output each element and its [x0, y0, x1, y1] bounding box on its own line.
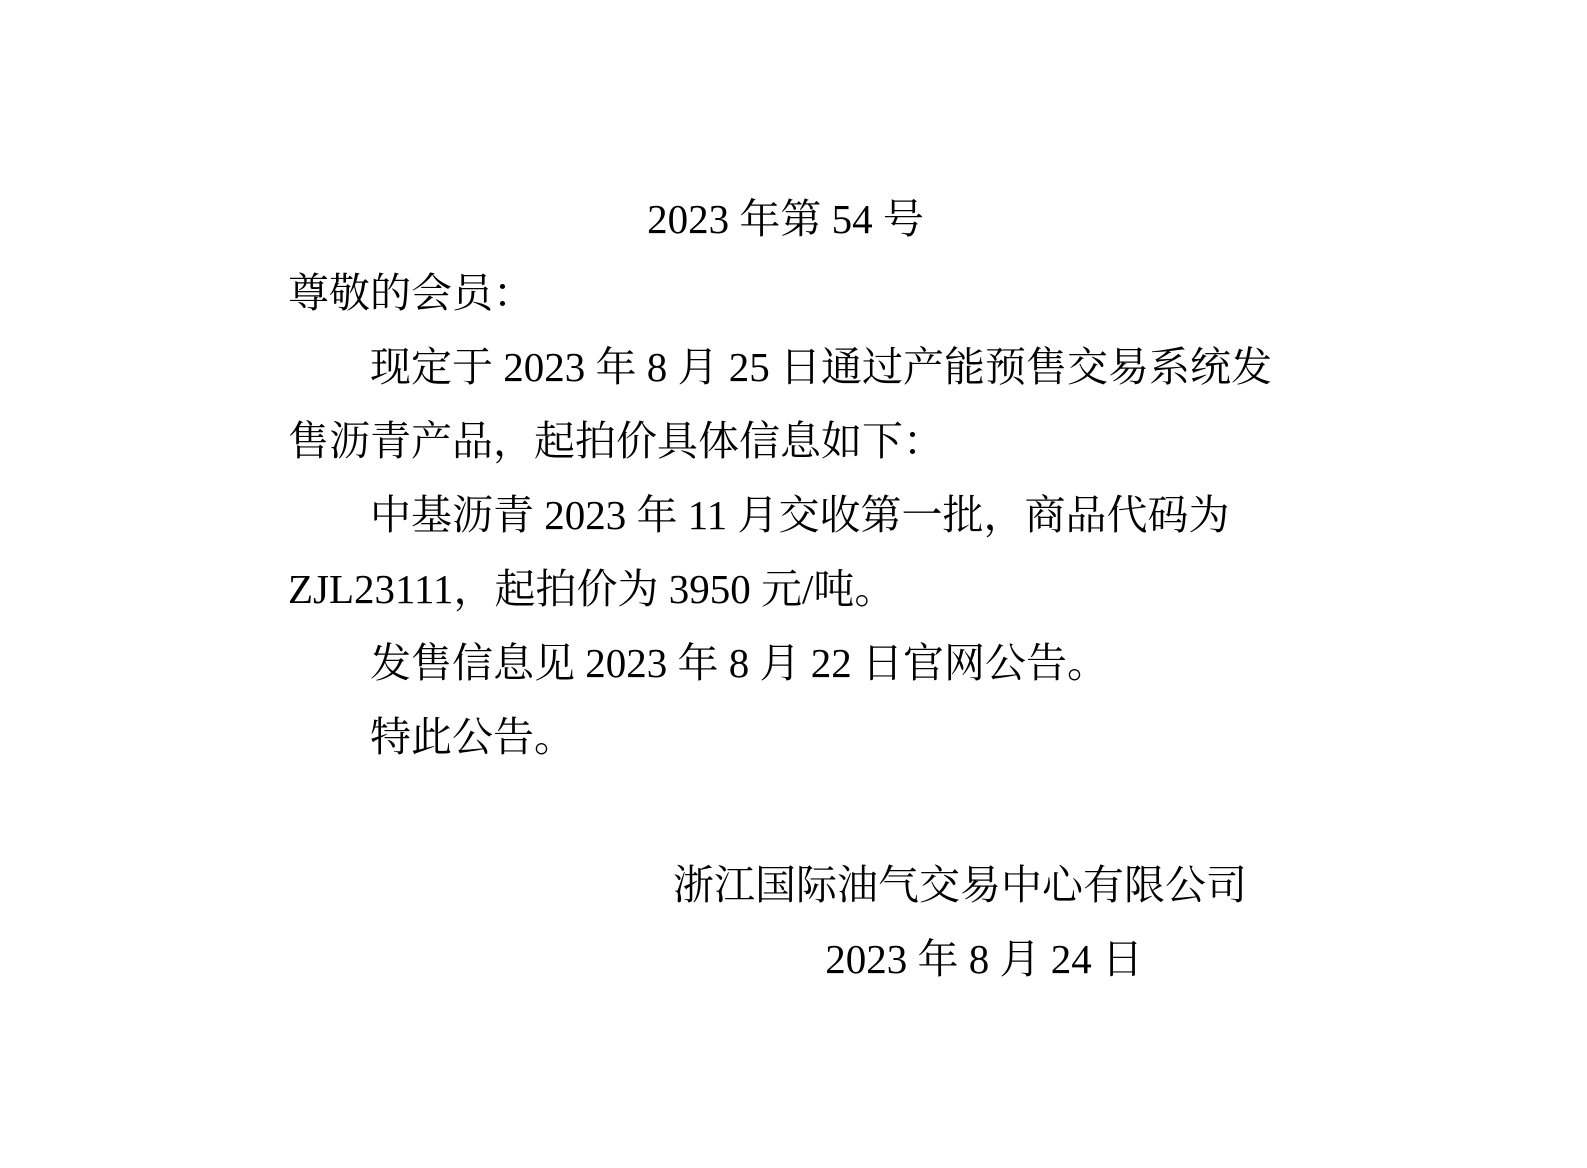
- body-line-5: 发售信息见 2023 年 8 月 22 日官网公告。: [370, 640, 1108, 686]
- salutation: 尊敬的会员：: [288, 270, 534, 316]
- blank-line: [288, 774, 1283, 848]
- body-line-4: ZJL23111，起拍价为 3950 元/吨。: [288, 566, 896, 612]
- body-line-3: 中基沥青 2023 年 11 月交收第一批，商品代码为: [370, 492, 1230, 538]
- doc-number: 2023 年第 54 号: [647, 196, 924, 242]
- signature-company: 浙江国际油气交易中心有限公司: [673, 862, 1247, 908]
- signature-date: 2023 年 8 月 24 日: [825, 936, 1143, 982]
- body-line-1: 现定于 2023 年 8 月 25 日通过产能预售交易系统发: [370, 344, 1272, 390]
- announcement-document: [288, 182, 1283, 996]
- body-line-2: 售沥青产品，起拍价具体信息如下：: [288, 418, 944, 464]
- closing-line: 特此公告。: [370, 714, 575, 760]
